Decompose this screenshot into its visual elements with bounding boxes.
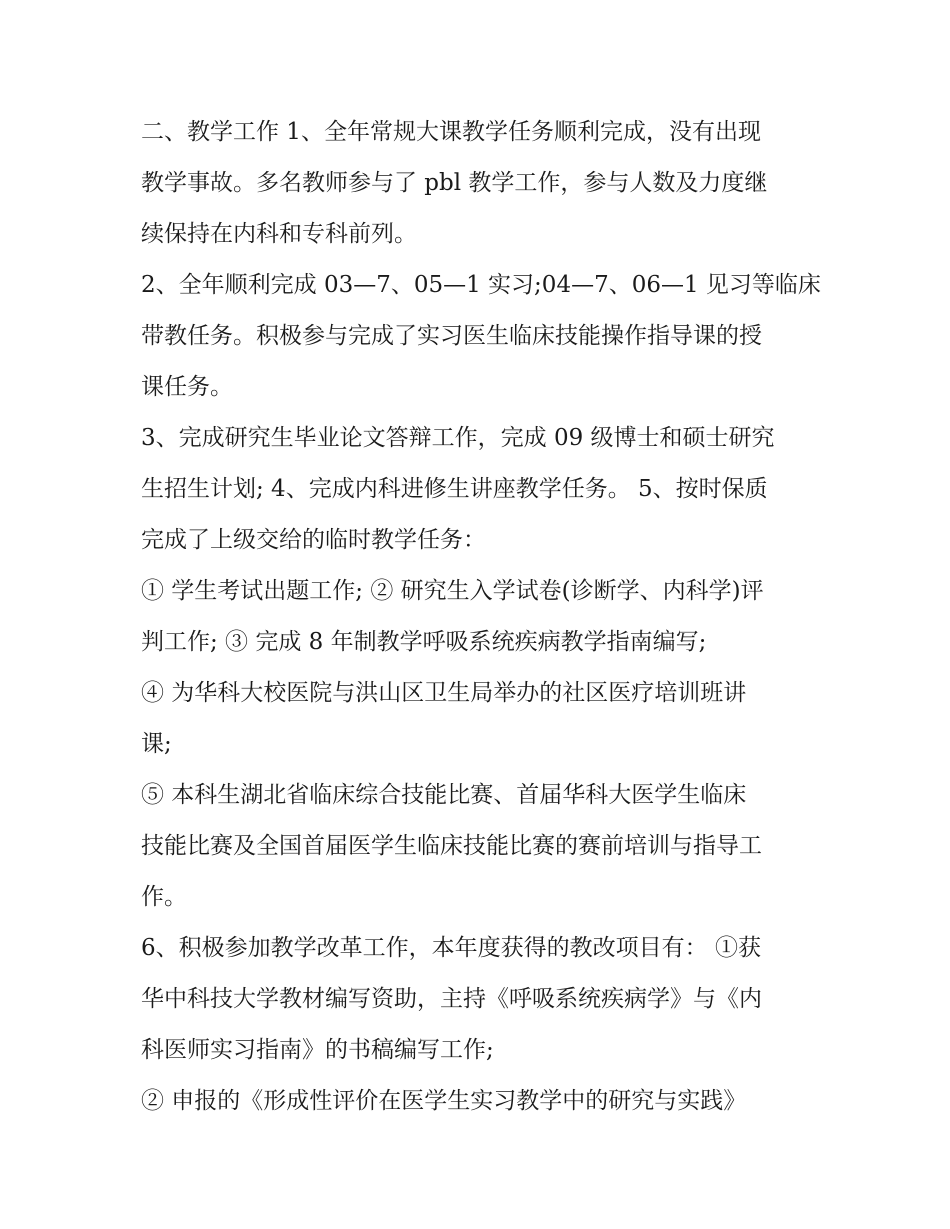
text-line: ① 学生考试出题工作; ② 研究生入学试卷(诊断学、内科学)评 (141, 578, 764, 604)
text-line: 二、教学工作 1、全年常规大课教学任务顺利完成，没有出现 (141, 119, 761, 145)
paragraph-item-2 (141, 260, 821, 413)
text-line: ② 申报的《形成性评价在医学生实习教学中的研究与实践》 (141, 1088, 747, 1114)
text-line: 6、积极参加教学改革工作，本年度获得的教改项目有： ①获 (141, 935, 761, 961)
text-line: 技能比赛及全国首届医学生临床技能比赛的赛前培训与指导工 (141, 833, 762, 859)
text-line: 完成了上级交给的临时教学任务： (141, 527, 486, 553)
text-line: 判工作; ③ 完成 8 年制教学呼吸系统疾病教学指南编写; (141, 629, 707, 655)
text-line: ⑤ 本科生湖北省临床综合技能比赛、首届华科大医学生临床 (141, 782, 747, 808)
text-line: 2、全年顺利完成 03—7、05—1 实习;04—7、06—1 见习等临床 (141, 272, 821, 298)
text-line: 带教任务。积极参与完成了实习医生临床技能操作指导课的授 (141, 323, 762, 349)
paragraph-teaching-work (141, 107, 821, 260)
text-line: 课任务。 (141, 374, 233, 400)
text-line: ④ 为华科大校医院与洪山区卫生局举办的社区医疗培训班讲 (141, 680, 747, 706)
paragraph-item-3 (141, 413, 821, 566)
paragraph-subitems-1-3 (141, 566, 821, 668)
text-line: 作。 (141, 884, 187, 910)
document-body (141, 107, 821, 1127)
text-line: 教学事故。多名教师参与了 pbl 教学工作，参与人数及力度继 (141, 170, 768, 196)
paragraph-item-6 (141, 923, 821, 1076)
text-line: 生招生计划; 4、完成内科进修生讲座教学任务。 5、按时保质 (141, 476, 768, 502)
text-line: 续保持在内科和专科前列。 (141, 221, 417, 247)
text-line: 华中科技大学教材编写资助，主持《呼吸系统疾病学》与《内 (141, 986, 762, 1012)
text-line: 3、完成研究生毕业论文答辩工作，完成 09 级博士和硕士研究 (141, 425, 775, 451)
paragraph-subitem-4 (141, 668, 821, 770)
text-line: 科医师实习指南》的书稿编写工作; (141, 1037, 494, 1063)
paragraph-subitem-5 (141, 770, 821, 923)
paragraph-subitem-6-2 (141, 1076, 821, 1127)
text-line: 课; (141, 731, 172, 757)
